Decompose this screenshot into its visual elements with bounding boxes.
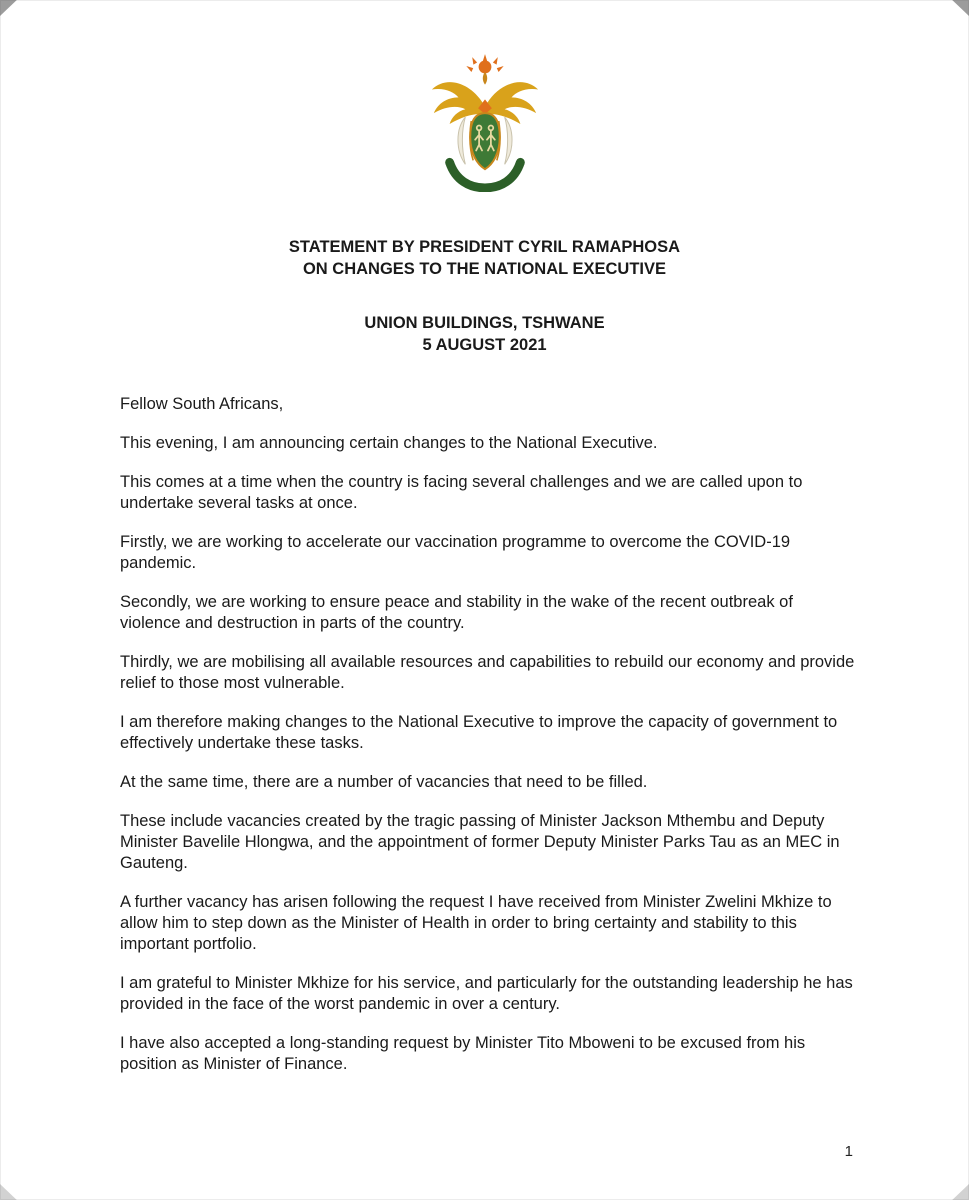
paragraph: A further vacancy has arisen following the request I have received from Minister Zwelini Mkhize to allow him to step down as the Minister of Health in order to bring certainty and stability to this important portfolio.	[120, 893, 832, 953]
photo-corner-artifact	[0, 1184, 24, 1200]
subtitle-location: UNION BUILDINGS, TSHWANE	[364, 314, 605, 332]
paragraph: Firstly, we are working to accelerate our vaccination programme to overcome the COVID-19 pandemic.	[120, 533, 791, 572]
paragraph: I am grateful to Minister Mkhize for his service, and particularly for the outstanding leadership he has provided in the face of the worst pandemic in over a century.	[120, 974, 853, 1013]
paragraph: I am therefore making changes to the National Executive to improve the capacity of government to effectively undertake these tasks.	[120, 713, 838, 752]
paragraph: This evening, I am announcing certain changes to the National Executive.	[120, 434, 658, 452]
paragraph: I have also accepted a long-standing request by Minister Tito Mboweni to be excused from his position as Minister of Finance.	[120, 1034, 806, 1073]
coat-of-arms-icon	[426, 52, 544, 192]
title-line-2: ON CHANGES TO THE NATIONAL EXECUTIVE	[302, 260, 667, 278]
photo-corner-artifact	[945, 1184, 969, 1200]
salutation: Fellow South Africans,	[120, 395, 284, 413]
document-title	[0, 236, 969, 280]
paragraph: This comes at a time when the country is facing several challenges and we are called upon to undertake several tasks at once.	[120, 473, 803, 512]
paragraph: These include vacancies created by the tragic passing of Minister Jackson Mthembu and Deputy Minister Bavelile Hlongwa, and the appointment of former Deputy Minister Parks Tau as an MEC in Gauteng.	[120, 812, 840, 872]
subtitle-date: 5 AUGUST 2021	[422, 336, 547, 354]
paragraph: At the same time, there are a number of vacancies that need to be filled.	[120, 773, 648, 791]
statement-body	[0, 356, 969, 1075]
title-line-1: STATEMENT BY PRESIDENT CYRIL RAMAPHOSA	[288, 238, 681, 256]
paragraph: Secondly, we are working to ensure peace and stability in the wake of the recent outbreak of violence and destruction in parts of the country.	[120, 593, 793, 632]
document-subtitle	[0, 312, 969, 356]
emblem-container	[0, 0, 969, 192]
paragraph: Thirdly, we are mobilising all available resources and capabilities to rebuild our economy and provide relief to those most vulnerable.	[120, 653, 855, 692]
page-number: 1	[844, 1143, 853, 1160]
